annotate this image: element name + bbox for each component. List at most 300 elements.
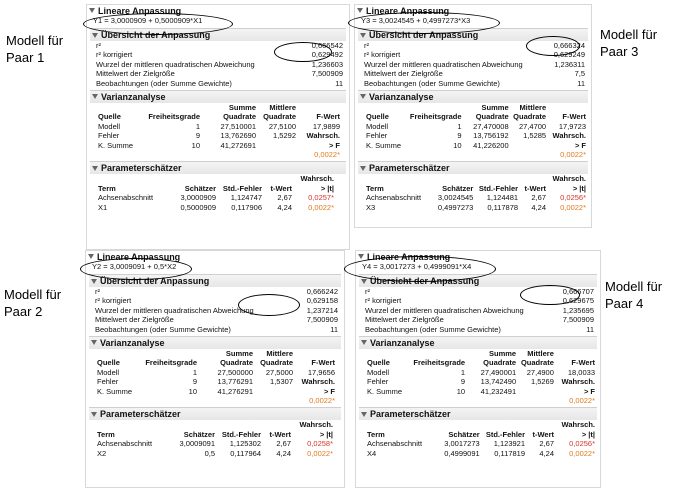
fit-label: r² — [95, 287, 100, 296]
table-cell: 0,0258* — [307, 439, 333, 449]
table-cell: 2,67 — [539, 439, 554, 449]
column-header — [365, 349, 408, 358]
table-cell: 0,0022* — [560, 202, 586, 212]
anova-section — [359, 336, 597, 405]
fit-value: 0,666324 — [553, 41, 585, 50]
column-header: Quadrate — [220, 358, 253, 368]
column-header — [408, 349, 467, 358]
label-paar-4 — [605, 278, 662, 312]
column-header: Mittlere — [266, 348, 293, 358]
column-header: Mittlere — [519, 102, 547, 112]
fit-row — [359, 296, 597, 305]
table-cell: Wahrsch. — [561, 377, 595, 387]
table-cell: 0,117964 — [230, 448, 261, 458]
table-cell: 3,0024545 — [437, 193, 474, 203]
disclosure-triangle-icon[interactable] — [92, 94, 98, 99]
column-header: Mittlere — [527, 348, 554, 358]
fit-value: 0,629249 — [553, 50, 585, 60]
table-header-row — [95, 349, 337, 358]
label-paar-3 — [600, 26, 657, 60]
table-row — [96, 141, 342, 150]
disclosure-triangle-icon[interactable] — [360, 33, 366, 38]
table-cell: 1,125302 — [229, 439, 261, 449]
column-header: Quelle — [97, 358, 120, 368]
table-cell: 0,117819 — [494, 448, 526, 458]
fit-row — [90, 50, 346, 59]
fit-summary-section — [89, 274, 341, 334]
fit-label: Beobachtungen (oder Summe Gewichte) — [95, 324, 231, 334]
column-header — [139, 349, 199, 358]
column-header: t-Wert — [532, 429, 554, 439]
anova-section — [358, 90, 588, 159]
fit-row — [90, 60, 346, 69]
column-header: Summe — [489, 348, 517, 358]
disclosure-triangle-icon[interactable] — [361, 279, 367, 284]
fit-summary-section — [90, 28, 346, 88]
table-header-row — [364, 112, 588, 121]
section-header[interactable] — [359, 275, 597, 287]
table-cell: Modell — [97, 367, 120, 377]
table-cell: 41,226200 — [473, 140, 509, 150]
table-cell: X2 — [97, 448, 107, 458]
section-title: Varianzanalyse — [370, 337, 435, 348]
table-row — [365, 439, 597, 448]
parameter-estimates-section — [89, 407, 341, 458]
table-header-row — [96, 112, 342, 121]
table-cell: Fehler — [98, 131, 120, 141]
table-row — [364, 150, 588, 159]
report-title: Lineare Anpassung — [97, 251, 181, 262]
column-header: Schätzer — [448, 429, 480, 439]
section-header[interactable] — [358, 162, 588, 174]
fit-equation: Y3 = 3,0024545 + 0,4997273*X3 — [361, 16, 471, 25]
label-line: Modell für — [600, 27, 658, 42]
fit-label: Mittelwert der Zielgröße — [95, 315, 174, 325]
disclosure-triangle-icon[interactable] — [91, 340, 97, 345]
section-title: Übersicht der Anpassung — [370, 276, 480, 286]
table-cell: Wahrsch. — [301, 377, 335, 387]
table-cell: 3,0009091 — [179, 439, 215, 449]
table-cell: K. Summe — [97, 386, 133, 396]
column-header: Quadrate — [475, 112, 509, 122]
fit-value: 1,235695 — [562, 305, 594, 315]
anova-table — [96, 103, 342, 159]
section-header[interactable] — [90, 29, 346, 41]
table-cell: Fehler — [367, 377, 389, 387]
section-title: Übersicht der Anpassung — [100, 276, 210, 286]
table-cell: 9 — [460, 377, 466, 387]
table-cell: 27,470008 — [473, 121, 509, 131]
table-header-row — [96, 103, 342, 112]
table-cell: 2,67 — [277, 193, 292, 203]
anova-table — [364, 103, 588, 159]
fit-row — [90, 69, 346, 78]
column-header: Std.-Fehler — [221, 429, 261, 439]
fit-value: 0,629492 — [311, 50, 343, 60]
label-line: Modell für — [6, 33, 64, 48]
fit-report-panel — [86, 4, 350, 250]
table-cell: 41,272691 — [220, 140, 256, 150]
fit-label: r² — [364, 41, 369, 50]
section-header[interactable] — [358, 29, 588, 41]
fit-row — [359, 315, 597, 324]
table-cell: 4,24 — [531, 202, 547, 212]
report-title: Lineare Anpassung — [366, 5, 450, 16]
table-header-row — [95, 430, 335, 439]
fit-value: 0,629158 — [306, 296, 338, 306]
table-cell: 17,9899 — [312, 121, 340, 131]
table-cell: 1,123921 — [493, 439, 526, 449]
section-title: Parameterschätzer — [101, 163, 182, 174]
table-row — [96, 150, 342, 159]
column-header: Quelle — [366, 112, 389, 122]
table-cell: 10 — [188, 386, 197, 396]
parameter-estimates-section — [359, 407, 597, 458]
fit-row — [90, 79, 346, 88]
fit-value: 11 — [330, 324, 338, 334]
table-cell: 13,762690 — [220, 131, 256, 141]
table-cell: 0,0022* — [307, 448, 333, 458]
disclosure-triangle-icon[interactable] — [91, 412, 97, 417]
column-header: Std.-Fehler — [485, 429, 526, 439]
table-cell: 1 — [457, 121, 462, 131]
column-header: Freiheitsgrade — [409, 112, 462, 122]
label-paar-1 — [6, 32, 63, 66]
fit-value: 11 — [586, 324, 594, 334]
table-row — [365, 396, 597, 405]
fit-value: 11 — [577, 78, 585, 88]
table-cell: 18,0033 — [567, 367, 595, 377]
table-cell: 9 — [192, 377, 197, 387]
disclosure-triangle-icon[interactable] — [361, 340, 367, 345]
table-cell: 1,5292 — [273, 131, 296, 141]
fit-row — [358, 69, 588, 78]
table-cell: 0,117906 — [231, 202, 262, 212]
table-row — [96, 122, 342, 131]
column-header: Wahrsch. — [299, 420, 333, 430]
table-cell: Fehler — [366, 131, 388, 141]
column-header: Wahrsch. — [552, 174, 586, 184]
table-cell: 0,117878 — [487, 202, 519, 212]
fit-label: Wurzel der mittleren quadratischen Abweichung — [96, 59, 255, 69]
table-cell: 4,24 — [276, 448, 291, 458]
column-header: Quadrate — [520, 358, 554, 368]
column-header: t-Wert — [269, 429, 291, 439]
column-header: Quadrate — [223, 112, 256, 122]
parameter-table — [96, 174, 336, 212]
fit-row — [89, 287, 341, 296]
fit-summary-section — [358, 28, 588, 88]
column-header — [298, 103, 342, 112]
fit-report-panel — [355, 250, 601, 488]
column-header: Term — [97, 429, 115, 439]
table-cell: 1,124481 — [486, 193, 519, 203]
table-row — [95, 449, 335, 458]
table-cell: Achsenabschnitt — [367, 439, 423, 449]
prob-f-value: 0,0022* — [314, 149, 340, 159]
section-title: Übersicht der Anpassung — [101, 30, 211, 40]
disclosure-triangle-icon[interactable] — [360, 166, 366, 171]
parameter-estimates-section — [90, 161, 346, 212]
table-row — [96, 193, 336, 202]
section-title: Varianzanalyse — [369, 91, 434, 102]
column-header: Quadrate — [263, 112, 296, 122]
section-header[interactable] — [359, 337, 597, 349]
anova-section — [90, 90, 346, 159]
label-line: Paar 2 — [4, 304, 43, 319]
table-header-row — [96, 184, 336, 193]
anova-table — [95, 349, 337, 405]
disclosure-triangle-icon[interactable] — [89, 8, 95, 13]
table-cell: 10 — [456, 386, 466, 396]
fit-row — [89, 315, 341, 324]
label-line: Paar 3 — [600, 44, 639, 59]
fit-label: r² korrigiert — [95, 296, 132, 306]
table-cell: 1,124747 — [230, 193, 262, 203]
table-cell: 0,4997273 — [437, 202, 474, 212]
table-cell: 10 — [453, 140, 462, 150]
anova-table — [365, 349, 597, 405]
column-header: F-Wert — [311, 358, 335, 368]
table-cell: > F — [583, 386, 595, 396]
column-header — [295, 349, 337, 358]
table-cell: 1,5269 — [530, 377, 554, 387]
table-cell — [255, 387, 295, 396]
table-cell: 9 — [457, 131, 462, 141]
column-header: > |t| — [572, 183, 586, 193]
fit-label: r² — [96, 41, 101, 50]
section-header[interactable] — [90, 162, 346, 174]
disclosure-triangle-icon[interactable] — [358, 254, 364, 259]
fit-label: r² korrigiert — [365, 296, 402, 306]
disclosure-triangle-icon[interactable] — [92, 166, 98, 171]
table-row — [365, 368, 597, 377]
table-cell — [511, 141, 548, 150]
table-cell: 0,0257* — [308, 193, 334, 203]
section-header[interactable] — [89, 408, 341, 420]
section-title: Varianzanalyse — [101, 91, 166, 102]
table-row — [364, 203, 588, 212]
label-line: Paar 1 — [6, 50, 45, 65]
table-cell: 17,9723 — [558, 121, 586, 131]
fit-value: 0,666542 — [311, 41, 343, 50]
table-cell — [258, 141, 298, 150]
table-header-row — [365, 349, 597, 358]
table-cell: Fehler — [97, 377, 119, 387]
fit-value: 1,237214 — [306, 305, 338, 315]
column-header: Freiheitsgrade — [145, 358, 197, 368]
table-cell: > F — [328, 140, 340, 150]
column-header: t-Wert — [524, 183, 547, 193]
table-row — [364, 193, 588, 202]
section-header[interactable] — [358, 91, 588, 103]
column-header: > |t| — [319, 429, 333, 439]
table-header-row — [95, 358, 337, 367]
section-title: Parameterschätzer — [370, 409, 451, 420]
anova-section — [89, 336, 341, 405]
fit-value: 1,236311 — [554, 59, 585, 69]
fit-equation: Y4 = 3,0017273 + 0,4999091*X4 — [362, 262, 472, 271]
fit-label: Wurzel der mittleren quadratischen Abweichung — [364, 59, 523, 69]
table-cell: 0,4999091 — [444, 448, 480, 458]
column-header: Term — [366, 183, 384, 193]
table-row — [95, 396, 337, 405]
table-cell: Modell — [366, 121, 389, 131]
column-header: Quelle — [367, 358, 390, 368]
fit-value: 11 — [335, 78, 343, 88]
table-cell: K. Summe — [367, 386, 403, 396]
table-row — [364, 122, 588, 131]
report-header[interactable] — [356, 251, 600, 262]
table-header-row — [364, 184, 588, 193]
table-cell: 0,0256* — [569, 439, 595, 449]
table-cell: 3,0017273 — [444, 439, 480, 449]
column-header: Term — [367, 429, 385, 439]
table-cell: 10 — [191, 140, 200, 150]
fit-value: 0,629675 — [562, 296, 594, 306]
table-header-row — [365, 430, 597, 439]
fit-row — [358, 79, 588, 88]
fit-label: Wurzel der mittleren quadratischen Abweichung — [95, 305, 254, 315]
column-header: Schätzer — [184, 183, 216, 193]
table-cell: 41,232491 — [480, 386, 517, 396]
table-row — [95, 387, 337, 396]
table-cell: X3 — [366, 202, 376, 212]
fit-report-panel — [85, 250, 345, 488]
column-header: Schätzer — [183, 429, 215, 439]
report-title: Lineare Anpassung — [98, 5, 182, 16]
section-header[interactable] — [89, 337, 341, 349]
table-row — [364, 141, 588, 150]
disclosure-triangle-icon[interactable] — [361, 412, 367, 417]
table-header-row — [364, 174, 588, 183]
table-cell: 17,9656 — [307, 367, 335, 377]
table-cell: 1 — [195, 121, 200, 131]
fit-row — [359, 325, 597, 334]
table-row — [96, 203, 336, 212]
column-header — [96, 103, 140, 112]
table-header-row — [365, 420, 597, 429]
column-header: F-Wert — [571, 358, 595, 368]
column-header — [556, 349, 597, 358]
report-header[interactable] — [87, 5, 349, 16]
table-cell: 27,4700 — [518, 121, 547, 131]
table-cell: Modell — [367, 367, 390, 377]
disclosure-triangle-icon[interactable] — [88, 254, 94, 259]
prob-f-value: 0,0022* — [569, 395, 595, 405]
fit-row — [359, 287, 597, 296]
disclosure-triangle-icon[interactable] — [360, 94, 366, 99]
fit-row — [89, 325, 341, 334]
table-row — [95, 439, 335, 448]
section-header[interactable] — [89, 275, 341, 287]
fit-label: Mittelwert der Zielgröße — [364, 69, 443, 79]
fit-value: 7,500909 — [306, 315, 338, 325]
fit-value: 1,236603 — [311, 59, 343, 69]
report-header[interactable] — [86, 251, 344, 262]
column-header: > |t| — [320, 183, 334, 193]
parameter-estimates-section — [358, 161, 588, 212]
prob-f-value: 0,0022* — [309, 395, 335, 405]
report-title: Lineare Anpassung — [367, 251, 451, 262]
table-row — [365, 377, 597, 386]
disclosure-triangle-icon[interactable] — [357, 8, 363, 13]
column-header: Freiheitsgrade — [413, 358, 466, 368]
column-header — [406, 103, 464, 112]
table-cell: 0,5 — [204, 448, 215, 458]
column-header: Summe — [225, 348, 253, 358]
fit-label: r² korrigiert — [96, 50, 133, 60]
fit-label: r² korrigiert — [364, 50, 401, 60]
column-header: Wahrsch. — [300, 174, 334, 184]
section-header[interactable] — [359, 408, 597, 420]
table-cell: 1 — [460, 367, 466, 377]
table-cell: Modell — [98, 121, 121, 131]
column-header: Freiheitsgrade — [148, 112, 200, 122]
fit-label: Beobachtungen (oder Summe Gewichte) — [365, 324, 501, 334]
label-line: Modell für — [605, 279, 663, 294]
table-cell: Achsenabschnitt — [98, 193, 154, 203]
fit-label: Wurzel der mittleren quadratischen Abweichung — [365, 305, 524, 315]
fit-label: Mittelwert der Zielgröße — [365, 315, 444, 325]
table-header-row — [96, 174, 336, 183]
table-row — [365, 449, 597, 458]
column-header: Quelle — [98, 112, 121, 122]
column-header: Quadrate — [260, 358, 293, 368]
table-cell: 13,742490 — [480, 377, 517, 387]
fit-row — [359, 306, 597, 315]
fit-equation: Y2 = 3,0009091 + 0,5*X2 — [92, 262, 177, 271]
table-cell: 0,0022* — [308, 202, 334, 212]
disclosure-triangle-icon[interactable] — [92, 33, 98, 38]
table-cell: 1,5307 — [270, 377, 293, 387]
report-header[interactable] — [355, 5, 591, 16]
fit-value: 7,500909 — [311, 69, 343, 79]
table-row — [95, 368, 337, 377]
column-header: Std.-Fehler — [222, 183, 262, 193]
disclosure-triangle-icon[interactable] — [91, 279, 97, 284]
table-cell: 2,67 — [531, 193, 547, 203]
table-row — [96, 131, 342, 140]
fit-label: Mittelwert der Zielgröße — [96, 69, 175, 79]
section-title: Parameterschätzer — [100, 409, 181, 420]
table-cell: 1 — [192, 367, 197, 377]
fit-value: 7,500909 — [562, 315, 594, 325]
table-cell: K. Summe — [366, 140, 402, 150]
section-title: Übersicht der Anpassung — [369, 30, 479, 40]
table-row — [364, 131, 588, 140]
fit-summary-section — [359, 274, 597, 334]
table-header-row — [95, 420, 335, 429]
section-header[interactable] — [90, 91, 346, 103]
table-cell: 9 — [195, 131, 200, 141]
column-header: Quadrate — [513, 112, 547, 122]
column-header: Schätzer — [442, 183, 474, 193]
table-cell: Wahrsch. — [552, 131, 586, 141]
table-row — [95, 377, 337, 386]
table-cell: X1 — [98, 202, 108, 212]
table-cell: 0,5000909 — [180, 202, 216, 212]
fit-row — [358, 50, 588, 59]
table-cell: 4,24 — [277, 202, 292, 212]
table-cell: Wahrsch. — [306, 131, 340, 141]
fit-equation: Y1 = 3,0000909 + 0,5000909*X1 — [93, 16, 203, 25]
section-title: Parameterschätzer — [369, 163, 450, 174]
fit-row — [358, 60, 588, 69]
table-cell: Achsenabschnitt — [366, 193, 422, 203]
table-cell: K. Summe — [98, 140, 134, 150]
label-line: Paar 4 — [605, 296, 644, 311]
